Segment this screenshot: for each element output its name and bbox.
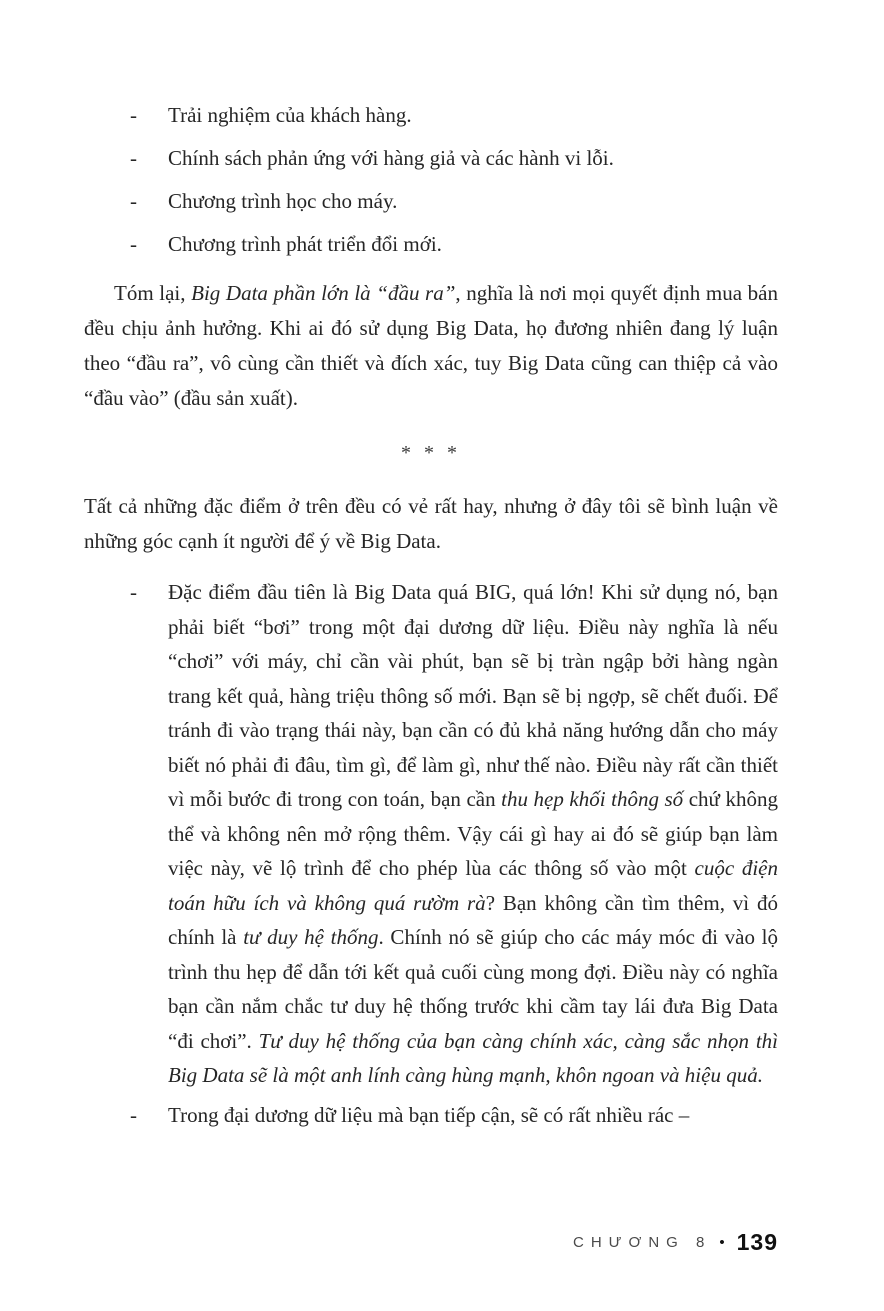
- list-item: [130, 183, 778, 219]
- list-item-text: Đặc điểm đầu tiên là Big Data quá BIG, quá lớn! Khi sử dụng nó, bạn phải biết “bơi” trong một đại dương dữ liệu. Điều này nghĩa là nếu “chơi” với máy, chỉ cần vài phút, bạn sẽ bị tràn ngập bởi hàng ngàn trang kết quả, hàng triệu thông số mới. Bạn sẽ bị ngợp, sẽ chết đuối. Để tránh đi vào trạng thái này, bạn cần có đủ khả năng hướng dẫn cho máy biết nó phải đi đâu, tìm gì, để làm gì, như thế nào. Điều này rất cần thiết vì mỗi bước đi trong con toán, bạn cần thu hẹp khối thông số chứ không thể và không nên mở rộng thêm. Vậy cái gì hay ai đó sẽ giúp bạn làm việc này, vẽ lộ trình để cho phép lùa các thông số vào một cuộc điện toán hữu ích và không quá rườm rà? Bạn không cần tìm thêm, vì đó chính là tư duy hệ thống. Chính nó sẽ giúp cho các máy móc đi vào lộ trình thu hẹp để dẫn tới kết quả cuối cùng mong đợi. Điều này có nghĩa bạn cần nắm chắc tư duy hệ thống trước khi cầm tay lái đưa Big Data “đi chơi”. Tư duy hệ thống của bạn càng chính xác, càng sắc nhọn thì Big Data sẽ là một anh lính càng hùng mạnh, khôn ngoan và hiệu quả.: [168, 580, 779, 1087]
- page-number: 139: [736, 1229, 778, 1255]
- bullet-dash: -: [130, 103, 137, 127]
- footer-dot-icon: •: [719, 1234, 725, 1251]
- bullet-dash: -: [130, 232, 137, 256]
- feature-list: [130, 97, 778, 262]
- intro-paragraph: Tất cả những đặc điểm ở trên đều có vẻ rất hay, nhưng ở đây tôi sẽ bình luận về những góc cạnh ít người để ý về Big Data.: [84, 494, 778, 553]
- list-item-text: Trong đại dương dữ liệu mà bạn tiếp cận, sẽ có rất nhiều rác –: [168, 1102, 690, 1127]
- list-item: [130, 226, 778, 262]
- list-item: [130, 1098, 778, 1133]
- list-item: [130, 97, 778, 133]
- list-item-text: Trải nghiệm của khách hàng.: [168, 103, 412, 127]
- list-item-text: Chính sách phản ứng với hàng giả và các hành vi lỗi.: [168, 146, 614, 170]
- chapter-label: CHƯƠNG 8: [573, 1234, 712, 1251]
- bullet-dash: -: [130, 580, 137, 604]
- list-item-text: Chương trình học cho máy.: [168, 189, 398, 213]
- bullet-dash: -: [130, 1102, 137, 1127]
- bullet-dash: -: [130, 146, 137, 170]
- bullet-dash: -: [130, 189, 137, 213]
- section-separator: * * *: [401, 442, 461, 464]
- commentary-list: [130, 575, 778, 1132]
- summary-paragraph: Tóm lại, Big Data phần lớn là “đầu ra”, nghĩa là nơi mọi quyết định mua bán đều chịu ảnh hưởng. Khi ai đó sử dụng Big Data, họ đương nhiên đang lý luận theo “đầu ra”, vô cùng cần thiết và đích xác, tuy Big Data cũng can thiệp cả vào “đầu vào” (đầu sản xuất).: [84, 281, 778, 410]
- list-item: [130, 140, 778, 176]
- list-item-text: Chương trình phát triển đổi mới.: [168, 232, 442, 256]
- page-footer: [573, 1229, 778, 1256]
- list-item: [130, 575, 778, 1093]
